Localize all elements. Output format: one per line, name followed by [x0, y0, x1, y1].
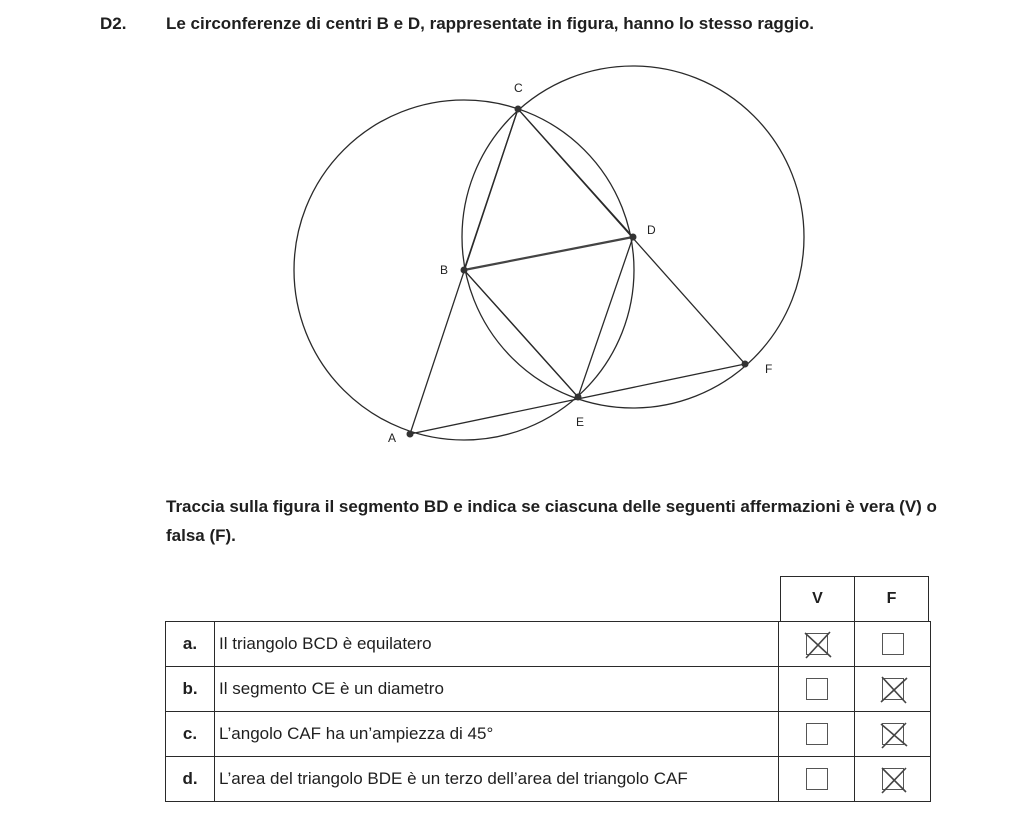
- row-letter: b.: [166, 667, 215, 712]
- cross-mark-icon: [803, 630, 833, 660]
- label-e: E: [576, 415, 585, 429]
- point-f: [742, 361, 749, 368]
- table-row: [166, 757, 931, 802]
- cell-false: [855, 622, 931, 667]
- segment-bd: [464, 237, 633, 270]
- row-statement: L’angolo CAF ha un’ampiezza di 45°: [215, 712, 779, 757]
- cross-mark-icon: [879, 765, 909, 795]
- statements-table: [165, 621, 931, 802]
- table-row: [166, 712, 931, 757]
- checkbox-false-d[interactable]: [882, 768, 904, 790]
- cell-true: [779, 712, 855, 757]
- checkbox-false-c[interactable]: [882, 723, 904, 745]
- segment-be: [464, 270, 578, 397]
- row-statement: L’area del triangolo BDE è un terzo dell’area del triangolo CAF: [215, 757, 779, 802]
- cell-false: [855, 667, 931, 712]
- cross-mark-icon: [879, 720, 909, 750]
- header-true: V: [780, 576, 855, 622]
- label-a: A: [388, 431, 397, 445]
- checkbox-true-a[interactable]: [806, 633, 828, 655]
- label-d: D: [647, 223, 656, 237]
- point-e: [575, 394, 582, 401]
- point-d: [630, 234, 637, 241]
- cell-true: [779, 757, 855, 802]
- point-b: [461, 267, 468, 274]
- header-false: F: [854, 576, 929, 622]
- checkbox-true-c[interactable]: [806, 723, 828, 745]
- table-row: [166, 622, 931, 667]
- point-c: [515, 106, 522, 113]
- point-a: [407, 431, 414, 438]
- label-c: C: [514, 81, 523, 95]
- cell-false: [855, 757, 931, 802]
- question-number: D2.: [100, 14, 127, 33]
- question-text: Le circonferenze di centri B e D, rappresentate in figura, hanno lo stesso raggio.: [166, 14, 815, 33]
- cell-true: [779, 667, 855, 712]
- label-b: B: [440, 263, 449, 277]
- checkbox-true-b[interactable]: [806, 678, 828, 700]
- checkbox-false-b[interactable]: [882, 678, 904, 700]
- checkbox-true-d[interactable]: [806, 768, 828, 790]
- cross-mark-icon: [879, 675, 909, 705]
- row-letter: d.: [166, 757, 215, 802]
- cell-false: [855, 712, 931, 757]
- cell-true: [779, 622, 855, 667]
- row-statement: Il segmento CE è un diametro: [215, 667, 779, 712]
- table-row: [166, 667, 931, 712]
- row-letter: c.: [166, 712, 215, 757]
- row-statement: Il triangolo BCD è equilatero: [215, 622, 779, 667]
- triangle-caf: [410, 109, 745, 434]
- row-letter: a.: [166, 622, 215, 667]
- instruction-text: Traccia sulla figura il segmento BD e indica se ciascuna delle seguenti affermazioni è vera (V) o falsa (F).: [166, 497, 937, 545]
- checkbox-false-a[interactable]: [882, 633, 904, 655]
- label-f: F: [765, 362, 773, 376]
